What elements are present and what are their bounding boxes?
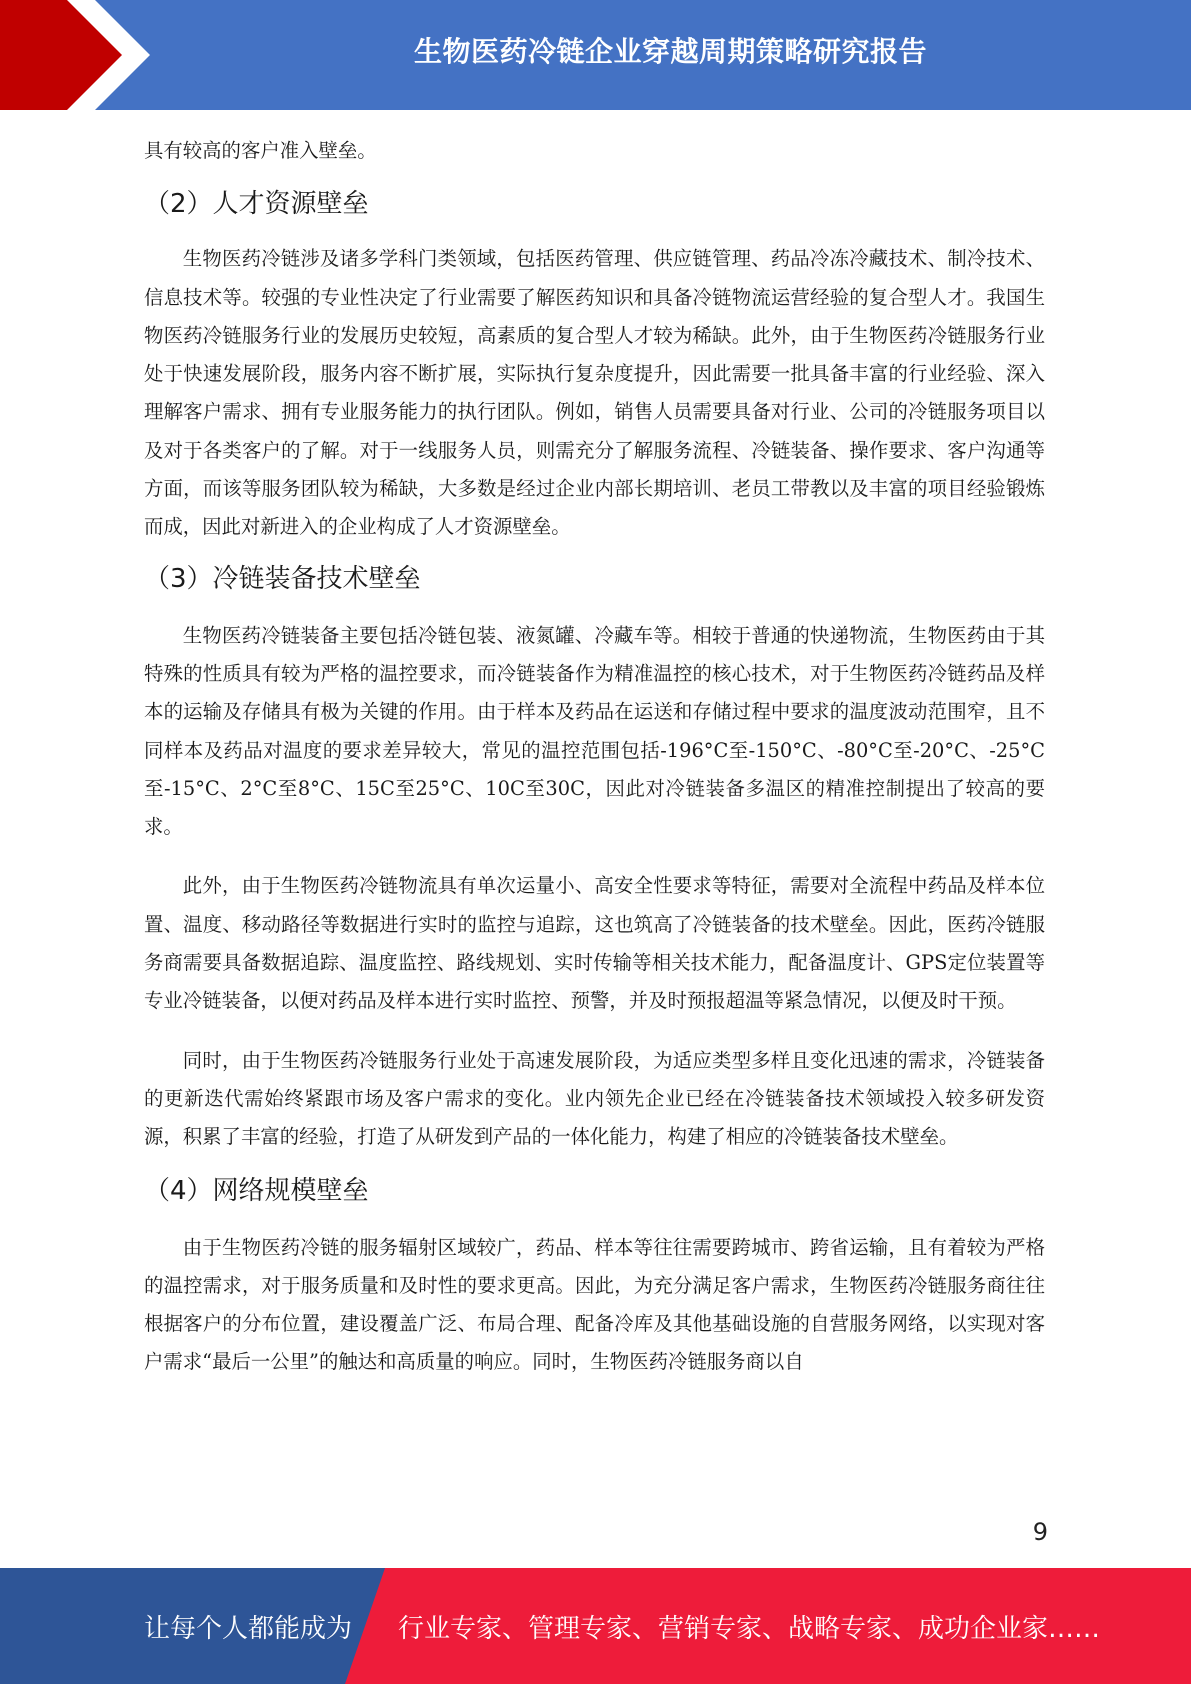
section-heading-network: （4）网络规模壁垒 bbox=[144, 1175, 369, 1206]
paragraph-equipment-2: 此外，由于生物医药冷链物流具有单次运量小、高安全性要求等特征，需要对全流程中药品及样本位置、温度、移动路径等数据进行实时的监控与追踪，这也筑高了冷链装备的技术壁垒。因此，医药冷链服务商需要具备数据追踪、温度监控、路线规划、实时传输等相关技术能力，配备温度计、GPS定位装置等专业冷链装备，以便对药品及样本进行实时监控、预警，并及时预报超温等紧急情况，以便及时干预。 bbox=[144, 874, 1045, 1013]
page-number: 9 bbox=[1032, 1518, 1048, 1546]
section-heading-equipment: （3）冷链装备技术壁垒 bbox=[144, 563, 421, 594]
paragraph-equipment-3: 同时，由于生物医药冷链服务行业处于高速发展阶段，为适应类型多样且变化迅速的需求，冷链装备的更新迭代需始终紧跟市场及客户需求的变化。业内领先企业已经在冷链装备技术领域投入较多研发资源，积累了丰富的经验，打造了从研发到产品的一体化能力，构建了相应的冷链装备技术壁垒。 bbox=[144, 1048, 1045, 1149]
paragraph-talent-1: 生物医药冷链涉及诸多学科门类领域，包括医药管理、供应链管理、药品冷冻冷藏技术、制冷技术、信息技术等。较强的专业性决定了行业需要了解医药知识和具备冷链物流运营经验的复合型人才。我国生物医药冷链服务行业的发展历史较短，高素质的复合型人才较为稀缺。此外，由于生物医药冷链服务行业处于快速发展阶段，服务内容不断扩展，实际执行复杂度提升，因此需要一批具备丰富的行业经验、深入理解客户需求、拥有专业服务能力的执行团队。例如，销售人员需要具备对行业、公司的冷链服务项目以及对于各类客户的了解。对于一线服务人员，则需充分了解服务流程、冷链装备、操作要求、客户沟通等方面，而该等服务团队较为稀缺，大多数是经过企业内部长期培训、老员工带教以及丰富的项目经验锻炼而成，因此对新进入的企业构成了人才资源壁垒。 bbox=[144, 247, 1045, 539]
paragraph-equipment-1: 生物医药冷链装备主要包括冷链包装、液氮罐、冷藏车等。相较于普通的快递物流，生物医药由于其特殊的性质具有较为严格的温控要求，而冷链装备作为精准温控的核心技术，对于生物医药冷链药品及样本的运输及存储具有极为关键的作用。由于样本及药品在运送和存储过程中要求的温度波动范围窄，且不同样本及药品对温度的要求差异较大，常见的温控范围包括-196°C至-150°C、-80°C至-20°C、-25°C至-15°C、2°C至8°C、15C至25°C、10C至30C，因此对冷链装备多温区的精准控制提出了较高的要求。 bbox=[144, 623, 1045, 839]
section-heading-talent: （2）人才资源壁垒 bbox=[144, 189, 369, 220]
report-title: 生物医药冷链企业穿越周期策略研究报告 bbox=[413, 35, 927, 68]
paragraph-network-1: 由于生物医药冷链的服务辐射区域较广，药品、样本等往往需要跨城市、跨省运输，且有着较为严格的温控需求，对于服务质量和及时性的要求更高。因此，为充分满足客户需求，生物医药冷链服务商往往根据客户的分布位置，建设覆盖广泛、布局合理、配备冷库及其他基础设施的自营服务网络，以实现对客户需求“最后一公里”的触达和高质量的响应。同时，生物医药冷链服务商以自 bbox=[144, 1235, 1045, 1374]
page-footer bbox=[0, 1568, 1191, 1684]
footer-slogan-left: 让每个人都能成为 bbox=[144, 1613, 353, 1644]
footer-slogan-right: 行业专家、管理专家、营销专家、战略专家、成功企业家…… bbox=[398, 1613, 1101, 1644]
document-body bbox=[144, 132, 1045, 1382]
intro-line: 具有较高的客户准入壁垒。 bbox=[144, 139, 377, 162]
page-header bbox=[0, 0, 1191, 110]
